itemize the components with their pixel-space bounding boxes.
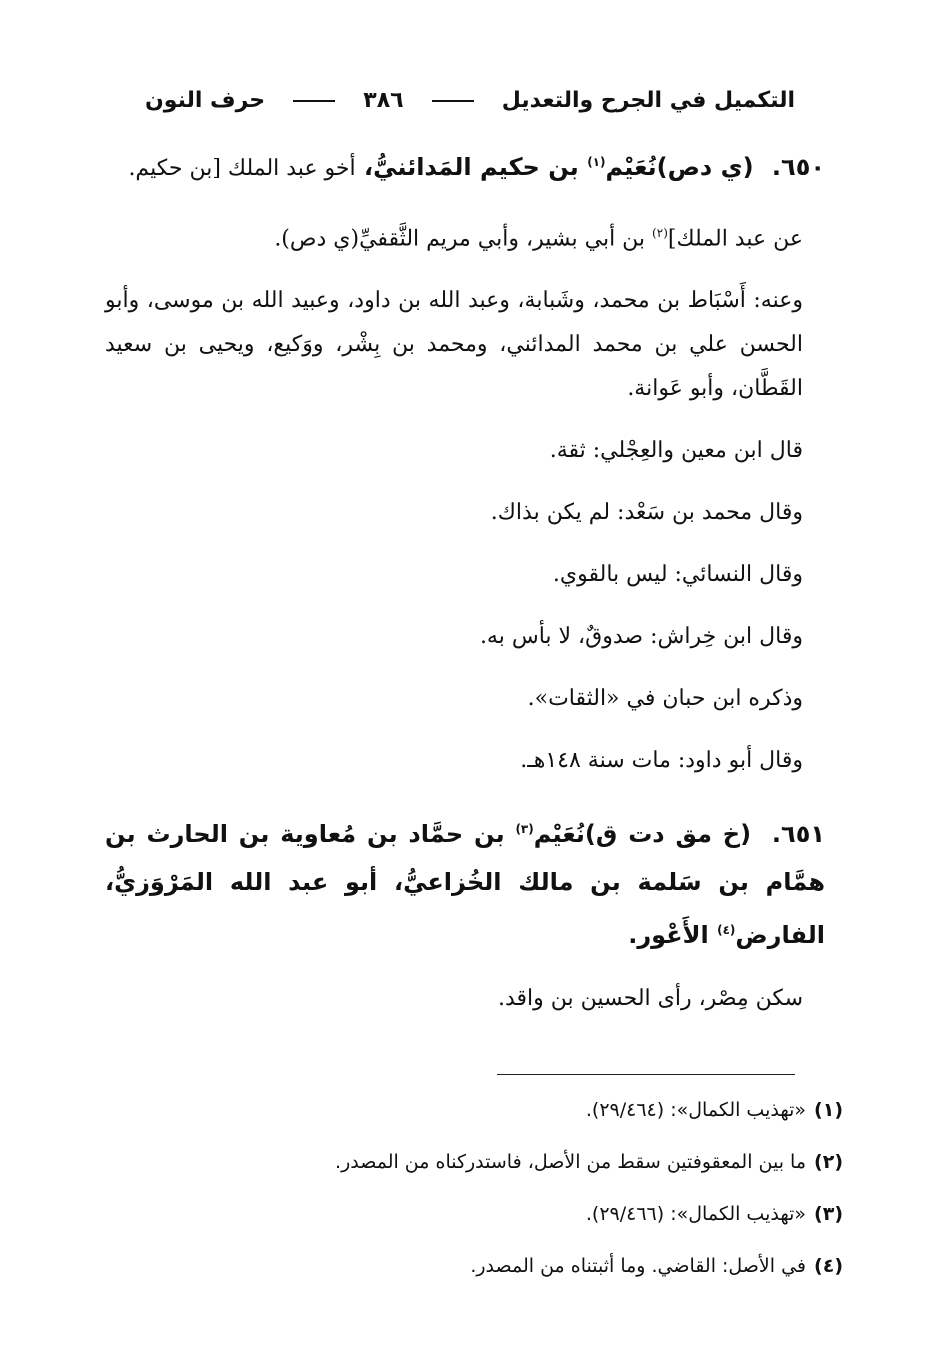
footnote-ref: (١) bbox=[587, 155, 606, 169]
statement-line: قال ابن معين والعِجْلي: ثقة. bbox=[549, 438, 803, 464]
statement-line: وقال محمد بن سَعْد: لم يكن بذاك. bbox=[490, 500, 803, 526]
footnote-text: «تهذيب الكمال»: (٢٩/٤٦٦). bbox=[585, 1203, 807, 1225]
header-divider-right bbox=[287, 88, 341, 113]
book-title: التكميل في الجرح والتعديل bbox=[501, 87, 795, 113]
footnote-item bbox=[140, 1196, 843, 1232]
residence-line: سكن مِصْر، رأى الحسين بن واقد. bbox=[497, 986, 803, 1012]
footnote-number: (٤) bbox=[814, 1255, 843, 1277]
entry-number: ٦٥٠. bbox=[771, 153, 825, 181]
entry-number: ٦٥١. bbox=[771, 820, 825, 849]
statement-line: وقال النسائي: ليس بالقوي. bbox=[552, 562, 803, 588]
footnote-text: «تهذيب الكمال»: (٢٩/٤٦٤). bbox=[585, 1099, 807, 1121]
footnotes bbox=[140, 1092, 843, 1300]
entry-name-end: الأَعْور. bbox=[628, 921, 709, 950]
entry-name-rest: بن حكيم المَدائنيُّ، bbox=[364, 153, 579, 181]
footnote-ref: (٢) bbox=[652, 226, 668, 240]
page-header bbox=[145, 78, 795, 122]
entry-symbols: (خ مق دت ق) bbox=[584, 820, 752, 849]
section-title: حرف النون bbox=[145, 87, 266, 113]
footnote-text: ما بين المعقوفتين سقط من الأصل، فاستدركناه من المصدر. bbox=[335, 1151, 807, 1173]
statement-line: وقال أبو داود: مات سنة ١٤٨هـ. bbox=[520, 748, 803, 774]
entry-650 bbox=[105, 138, 825, 783]
entry-651-heading bbox=[105, 805, 825, 959]
teachers-part-a: عن عبد الملك] bbox=[667, 226, 803, 252]
entry-symbols: (ي دص) bbox=[656, 153, 754, 181]
header-divider-left bbox=[426, 88, 480, 113]
entry-name: نُعَيْم bbox=[605, 153, 657, 181]
statement-line: وذكره ابن حبان في «الثقات». bbox=[527, 686, 803, 712]
entry-650-heading bbox=[105, 138, 825, 193]
page-number: ٣٨٦ bbox=[363, 87, 404, 113]
entry-name: نُعَيْم bbox=[533, 820, 585, 849]
footnote-item bbox=[140, 1144, 843, 1180]
entry-651 bbox=[105, 805, 825, 1021]
footnote-ref: (٣) bbox=[515, 822, 534, 837]
footnote-number: (١) bbox=[814, 1099, 843, 1121]
teachers-part-b: بن أبي بشير، وأبي مريم الثَّقفيِّ(ي دص). bbox=[274, 226, 646, 252]
entry-head-continuation: أخو عبد الملك [بن حكيم. bbox=[128, 156, 356, 181]
main-text bbox=[105, 138, 825, 1021]
footnote-ref: (٤) bbox=[717, 923, 736, 938]
footnote-item bbox=[140, 1248, 843, 1284]
statement-line: وقال ابن خِراش: صدوقٌ، لا بأس به. bbox=[479, 624, 803, 650]
footnote-item bbox=[140, 1092, 843, 1128]
students-paragraph: وعنه: أَسْبَاط بن محمد، وشَبابة، وعبد الله بن داود، وعبيد الله بن موسى، وأبو الحسن علي بن محمد المدائني، ومحمد بن بِشْر، ووَكيع، ويحيى بن سعيد القَطَّان، وأبو عَوانة. bbox=[105, 288, 803, 402]
footnote-divider bbox=[497, 1074, 795, 1075]
footnote-number: (٢) bbox=[814, 1151, 843, 1173]
footnote-number: (٣) bbox=[814, 1203, 843, 1225]
entry-name-rest: بن حمَّاد بن مُعاوية بن الحارث بن همَّام بن سَلمة بن مالك الخُزاعيُّ، أبو عبد الله المَرْوَزيُّ، الفارض bbox=[105, 820, 825, 950]
footnote-text: في الأصل: القاضي. وما أثبتناه من المصدر. bbox=[470, 1255, 807, 1277]
teachers-line bbox=[105, 211, 825, 261]
